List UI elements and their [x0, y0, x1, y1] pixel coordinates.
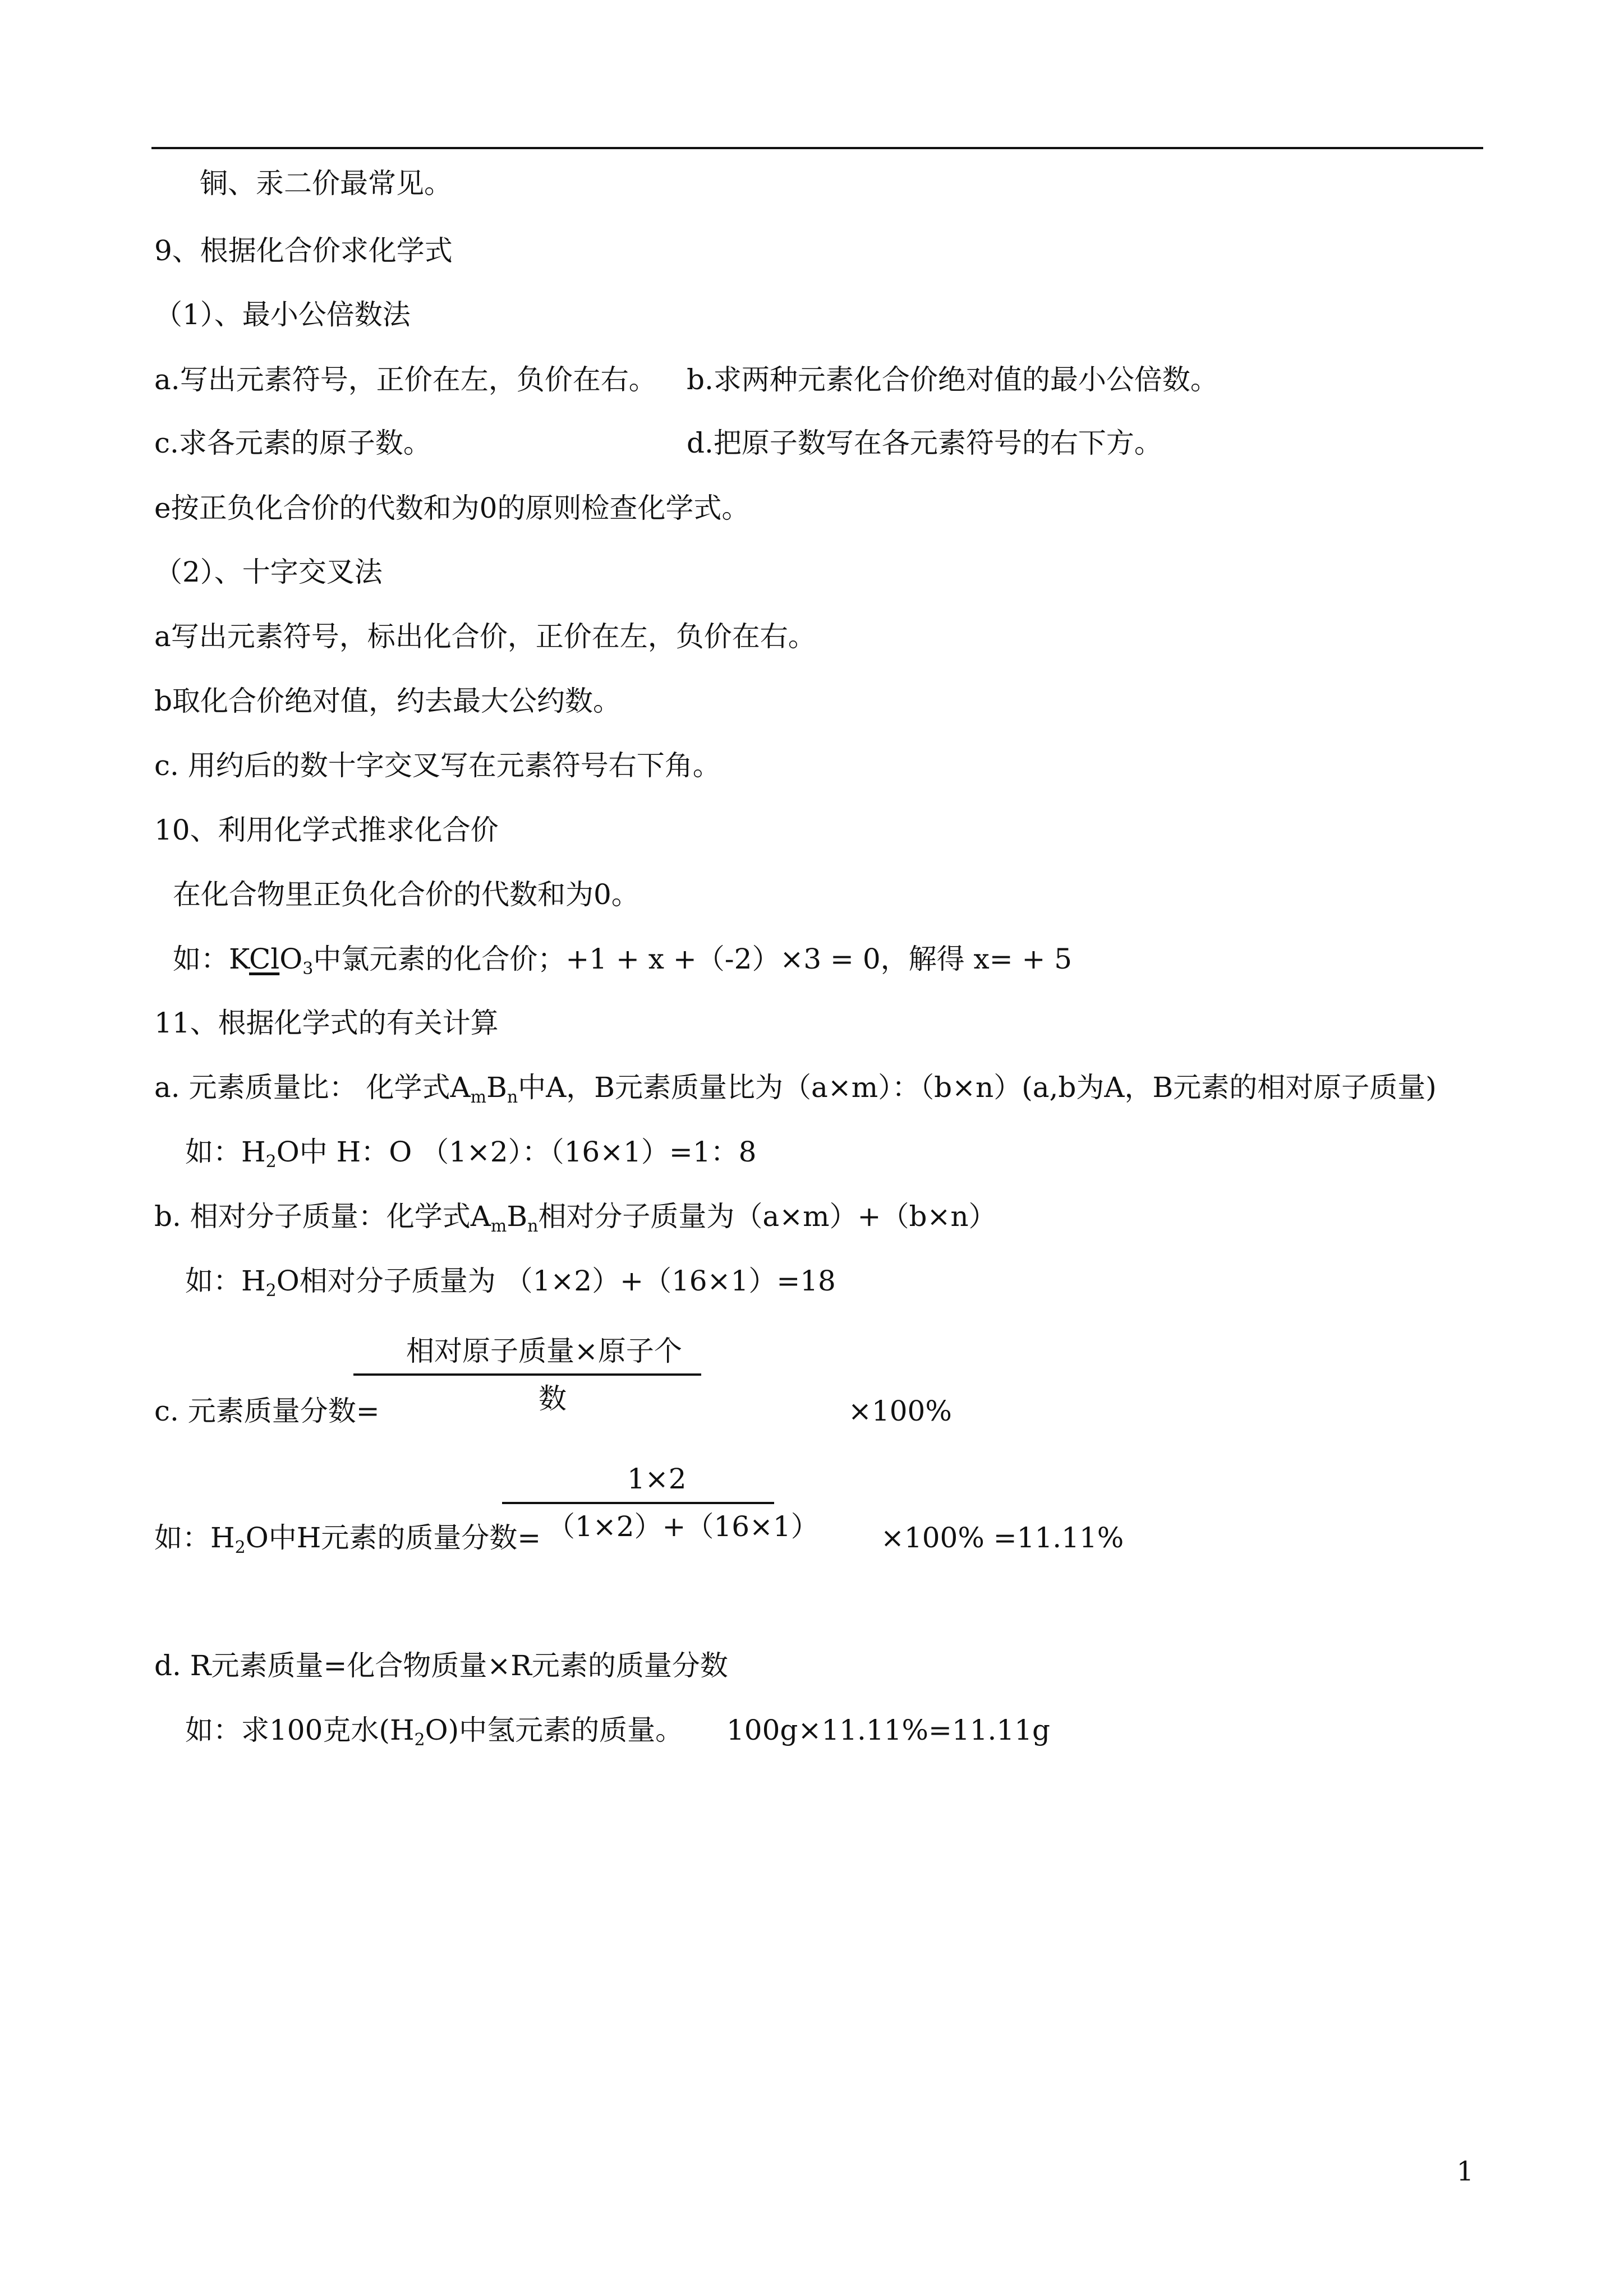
rule-text: 在化合物里正负化合价的代数和为0。	[173, 878, 640, 911]
subsection-heading: （2）、十字交叉法	[154, 556, 383, 588]
step-e: e按正负化合价的代数和为0的原则检查化学式。	[154, 492, 750, 524]
cross-step-b: b取化合价绝对值，约去最大公约数。	[154, 685, 622, 717]
fraction-bar	[353, 1373, 701, 1376]
mass-fraction-example: 如：$H_2O$中H元素的质量分数=	[154, 1522, 541, 1557]
molecular-mass-example: 如：$H_2O$相对分子质量为 （1×2）+（16×1）=18	[185, 1265, 836, 1301]
example-result: ×100% =11.11%	[881, 1522, 1124, 1554]
subsection-heading: （1）、最小公倍数法	[154, 298, 411, 331]
fraction-bar	[502, 1502, 774, 1504]
underlined-element: Cl	[249, 943, 280, 975]
section-heading: 10、利用化学式推求化合价	[154, 814, 499, 846]
step-b: b.求两种元素化合价绝对值的最小公倍数。	[687, 363, 1218, 396]
header-rule	[151, 147, 1483, 149]
section-heading: 11、根据化学式的有关计算	[154, 1007, 499, 1039]
cross-step-c: c. 用约后的数十字交叉写在元素符号右下角。	[154, 749, 721, 782]
page-number: 1	[1456, 2156, 1474, 2187]
percent-factor: ×100%	[848, 1395, 952, 1427]
mass-ratio-example: 如：$H_2O$中 H：O （1×2）：（16×1）=1：8	[185, 1136, 757, 1172]
cross-step-a: a写出元素符号，标出化合价，正价在左，负价在右。	[154, 620, 816, 653]
text-line: 铜、汞二价最常见。	[200, 167, 452, 200]
step-c: c.求各元素的原子数。	[154, 427, 431, 459]
example-kclo3: 如：KClO$_3$中氯元素的化合价；+1 + x +（-2）×3 = 0，解得 x= + 5	[173, 943, 1073, 979]
mass-fraction-label: c. 元素质量分数=	[154, 1395, 380, 1427]
mass-ratio-line: a. 元素质量比： 化学式$A_mB_n$中A，B元素质量比为（a×m）：（b×n）(a,b为A，B元素的相对原子质量)	[154, 1071, 1437, 1107]
step-a: a.写出元素符号，正价在左，负价在右。	[154, 363, 657, 396]
fraction-numerator: 1×2	[627, 1463, 687, 1495]
element-mass-example: 如：求100克水$(H_2O)$中氢元素的质量。	[185, 1714, 684, 1750]
fraction-denominator: （1×2）+（16×1）	[547, 1510, 819, 1543]
step-d: d.把原子数写在各元素符号的右下方。	[687, 427, 1162, 459]
fraction-numerator-wrap: 数	[539, 1382, 567, 1415]
molecular-mass-line: b. 相对分子质量：化学式$A_mB_n$相对分子质量为（a×m）+（b×n）	[154, 1200, 997, 1236]
fraction-numerator: 相对原子质量×原子个	[406, 1335, 682, 1367]
element-mass-line: d. R元素质量=化合物质量×R元素的质量分数	[154, 1649, 728, 1682]
section-heading: 9、根据化合价求化学式	[154, 234, 453, 267]
element-mass-calc: 100g×11.11%=11.11g	[726, 1714, 1051, 1746]
